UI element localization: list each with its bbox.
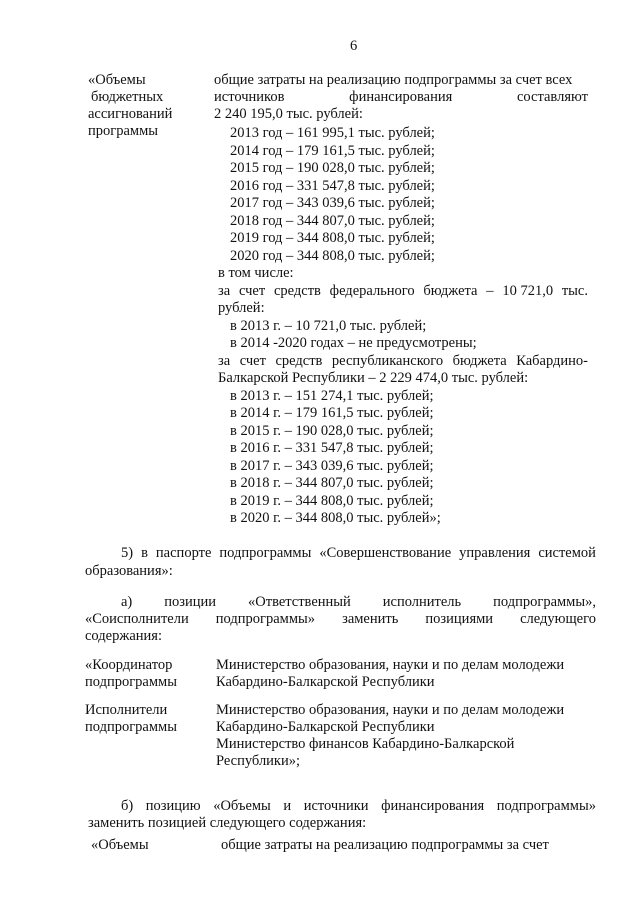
- year-line: 2015 год – 190 028,0 тыс. рублей;: [230, 160, 435, 176]
- year-line: 2013 год – 161 995,1 тыс. рублей;: [230, 125, 435, 141]
- republic-line2: Балкарской Республики – 2 229 474,0 тыс. рублей:: [218, 370, 529, 386]
- word: паспорте: [155, 545, 212, 561]
- republic-item: в 2016 г. – 331 547,8 тыс. рублей;: [230, 440, 434, 456]
- left-label-line: бюджетных: [91, 89, 164, 105]
- word: счет: [238, 283, 266, 299]
- republic-item: в 2013 г. – 151 274,1 тыс. рублей;: [230, 388, 434, 404]
- word: источников: [214, 89, 285, 105]
- word: подпрограммы»: [496, 798, 596, 814]
- word: финансирования: [349, 89, 453, 105]
- word: бюджета: [423, 283, 478, 299]
- word: подпрограммы: [219, 545, 312, 561]
- federal-item: в 2014 -2020 годах – не предусмотрены;: [230, 335, 477, 351]
- table2-right: общие затраты на реализацию подпрограммы за счет: [221, 837, 549, 853]
- word: управления: [459, 545, 531, 561]
- coordinator-label: подпрограммы: [85, 674, 177, 690]
- word: –: [486, 283, 494, 299]
- republic-item: в 2018 г. – 344 807,0 тыс. рублей;: [230, 475, 434, 491]
- executors-value: Кабардино-Балкарской Республики: [216, 719, 435, 735]
- word: «Ответственный: [248, 594, 351, 610]
- year-line: 2016 год – 331 547,8 тыс. рублей;: [230, 178, 435, 194]
- left-label-line: программы: [88, 123, 158, 139]
- word: финансирования: [381, 798, 485, 814]
- coordinator-label: «Координатор: [85, 657, 173, 673]
- word: за: [218, 353, 231, 369]
- year-line: 2019 год – 344 808,0 тыс. рублей;: [230, 230, 435, 246]
- word: «Соисполнители: [85, 611, 189, 627]
- republic-line-justified: [218, 353, 588, 370]
- total-amount: 2 240 195,0 тыс. рублей:: [214, 106, 363, 122]
- executors-value: Министерство образования, науки и по делам молодежи: [216, 702, 565, 718]
- left-label-line: «Объемы: [88, 72, 146, 88]
- para-a-line3: содержания:: [85, 628, 163, 644]
- year-line: 2014 год – 179 161,5 тыс. рублей;: [230, 143, 435, 159]
- word: за: [218, 283, 231, 299]
- year-line: 2020 год – 344 808,0 тыс. рублей;: [230, 248, 435, 264]
- word: позицию: [145, 798, 201, 814]
- word: позициями: [425, 611, 494, 627]
- word: заменить: [342, 611, 399, 627]
- including-label: в том числе:: [218, 265, 294, 281]
- para-b-line1-justified: [121, 798, 596, 815]
- word: 10 721,0: [502, 283, 554, 299]
- left-label-line: ассигнований: [88, 106, 173, 122]
- para-b-line2: заменить позицией следующего содержания:: [88, 815, 367, 831]
- table2-left: «Объемы: [91, 837, 149, 853]
- executors-value: Министерство финансов Кабардино-Балкарской: [216, 736, 515, 752]
- word: позиции: [164, 594, 217, 610]
- word: тыс.: [561, 283, 588, 299]
- republic-item: в 2020 г. – 344 808,0 тыс. рублей»;: [230, 510, 441, 526]
- word: федерального: [329, 283, 415, 299]
- year-line: 2017 год – 343 039,6 тыс. рублей;: [230, 195, 435, 211]
- word: республиканского: [331, 353, 444, 369]
- executors-label: подпрограммы: [85, 719, 177, 735]
- word: бюджета: [452, 353, 507, 369]
- word: б): [121, 798, 134, 814]
- para5-line1-justified: [121, 545, 596, 562]
- word: счет: [239, 353, 266, 369]
- para-a-line1-justified: [121, 594, 596, 611]
- word: средств: [275, 353, 323, 369]
- word: источники: [303, 798, 369, 814]
- republic-item: в 2019 г. – 344 808,0 тыс. рублей;: [230, 493, 434, 509]
- intro-line: общие затраты на реализацию подпрограммы за счет всех: [214, 72, 573, 88]
- para5-line2: образования»:: [85, 563, 173, 579]
- coordinator-value: Кабардино-Балкарской Республики: [216, 674, 435, 690]
- word: а): [121, 594, 133, 610]
- word: подпрограммы»,: [493, 594, 596, 610]
- word: и: [283, 798, 292, 814]
- word: Кабардино-: [516, 353, 588, 369]
- word: в: [141, 545, 148, 561]
- federal-line-justified: [218, 283, 588, 300]
- page-number: 6: [350, 38, 358, 54]
- word: исполнитель: [382, 594, 462, 610]
- republic-item: в 2014 г. – 179 161,5 тыс. рублей;: [230, 405, 434, 421]
- coordinator-value: Министерство образования, науки и по делам молодежи: [216, 657, 565, 673]
- word: следующего: [520, 611, 596, 627]
- executors-value: Республики»;: [216, 753, 301, 769]
- intro-line-justified: [214, 89, 588, 106]
- republic-item: в 2017 г. – 343 039,6 тыс. рублей;: [230, 458, 434, 474]
- year-line: 2018 год – 344 807,0 тыс. рублей;: [230, 213, 435, 229]
- word: 5): [121, 545, 134, 561]
- word: средств: [273, 283, 321, 299]
- executors-label: Исполнители: [85, 702, 168, 718]
- federal-item: в 2013 г. – 10 721,0 тыс. рублей;: [230, 318, 427, 334]
- federal-line2: рублей:: [218, 300, 265, 316]
- word: «Объемы: [213, 798, 271, 814]
- word: подпрограммы»: [215, 611, 316, 627]
- para-a-line2-justified: [85, 611, 596, 628]
- word: составляют: [517, 89, 588, 105]
- word: «Совершенствование: [319, 545, 452, 561]
- republic-item: в 2015 г. – 190 028,0 тыс. рублей;: [230, 423, 434, 439]
- word: системой: [538, 545, 596, 561]
